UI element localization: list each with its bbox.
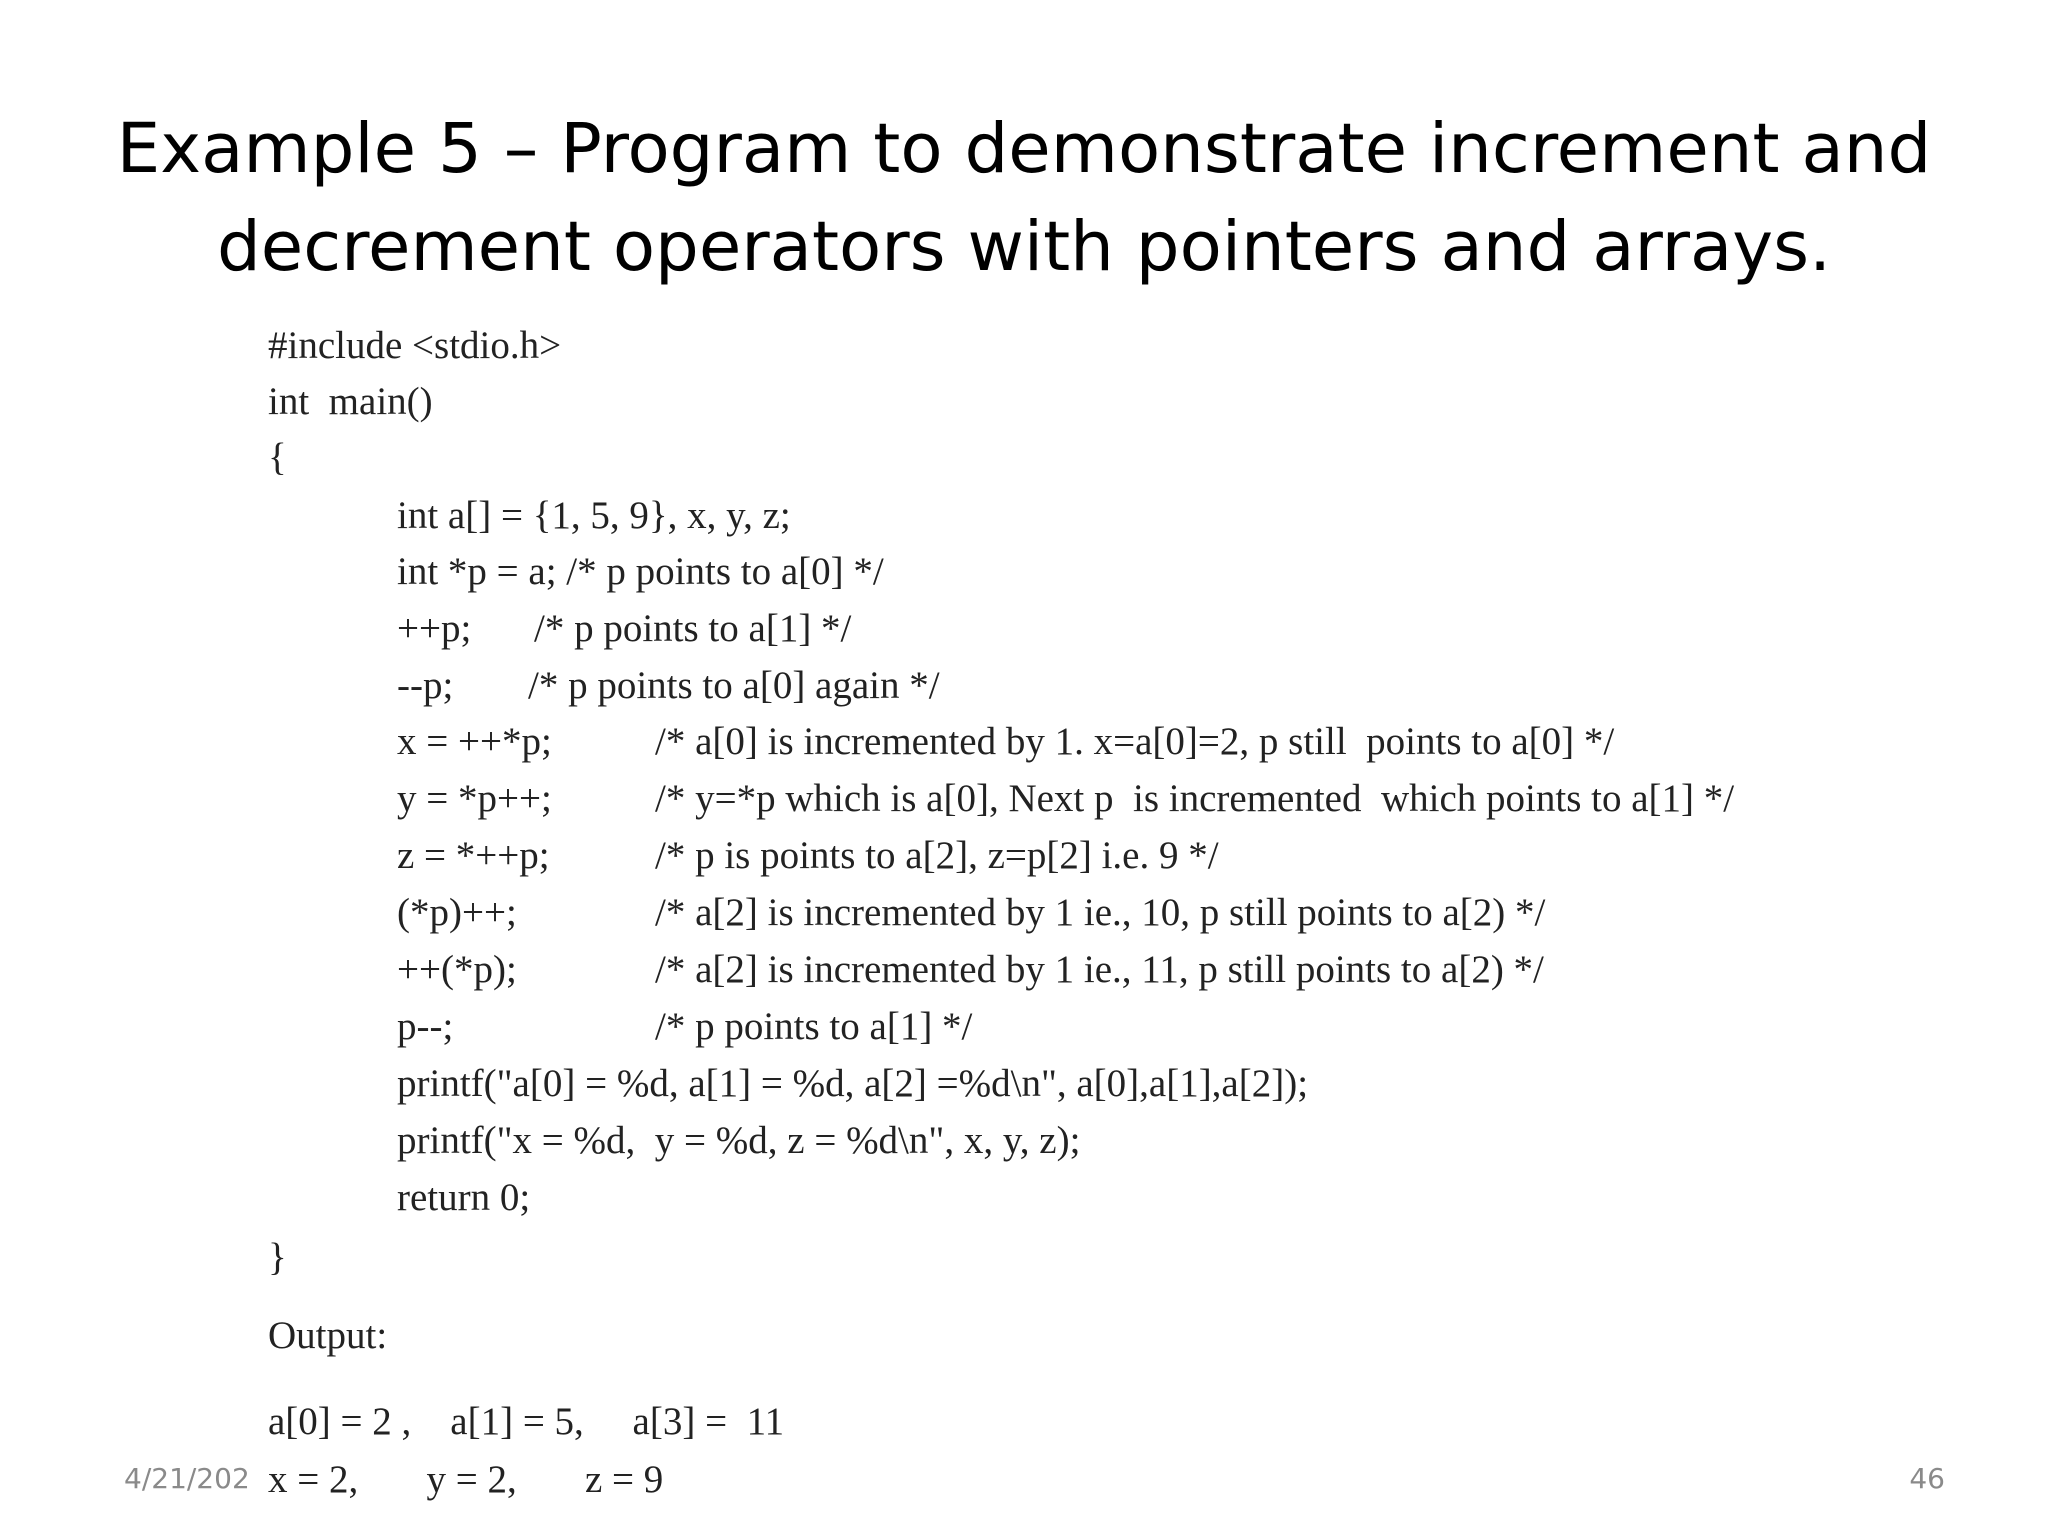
code-comment: /* a[2] is incremented by 1 ie., 11, p still points to a[2) */ bbox=[655, 948, 1544, 991]
code-line bbox=[397, 771, 1735, 827]
code-statement: int main() bbox=[268, 380, 433, 423]
slide-date: 4/21/202 bbox=[124, 1462, 250, 1495]
code-line bbox=[397, 999, 973, 1055]
code-line bbox=[397, 1056, 1309, 1112]
code-comment: /* a[2] is incremented by 1 ie., 10, p still points to a[2) */ bbox=[655, 891, 1546, 934]
code-line bbox=[397, 1170, 531, 1226]
code-line bbox=[397, 714, 1615, 770]
slide-title-line-2: decrement operators with pointers and arrays. bbox=[216, 207, 1832, 287]
code-comment: /* y=*p which is a[0], Next p is incremented which points to a[1] */ bbox=[655, 777, 1735, 820]
code-statement: int *p = a; /* p points to a[0] */ bbox=[397, 550, 884, 593]
code-statement: printf("x = %d, y = %d, z = %d\n", x, y, z); bbox=[397, 1119, 1081, 1162]
code-statement: } bbox=[268, 1236, 287, 1279]
code-comment: /* p points to a[1] */ bbox=[655, 1005, 973, 1048]
code-statement: ++(*p); bbox=[397, 948, 517, 991]
output-line: a[0] = 2 , a[1] = 5, a[3] = 11 bbox=[268, 1400, 785, 1443]
code-statement: printf("a[0] = %d, a[1] = %d, a[2] =%d\n", a[0],a[1],a[2]); bbox=[397, 1062, 1309, 1105]
code-comment: /* a[0] is incremented by 1. x=a[0]=2, p still points to a[0] */ bbox=[655, 720, 1615, 763]
code-line bbox=[397, 544, 884, 600]
code-line bbox=[268, 430, 307, 486]
code-statement: p--; bbox=[397, 1005, 454, 1048]
code-line bbox=[268, 374, 433, 430]
code-statement: #include <stdio.h> bbox=[268, 324, 562, 367]
code-line bbox=[397, 601, 852, 657]
code-statement: x = ++*p; bbox=[397, 720, 552, 763]
code-line bbox=[268, 1230, 307, 1286]
code-statement: z = *++p; bbox=[397, 834, 550, 877]
code-line bbox=[268, 318, 562, 374]
code-comment: /* p points to a[0] again */ bbox=[528, 664, 940, 707]
code-line bbox=[397, 488, 791, 544]
code-line bbox=[397, 658, 940, 714]
slide-title bbox=[0, 100, 2048, 296]
code-listing bbox=[262, 318, 1862, 1536]
code-statement: --p; bbox=[397, 664, 454, 707]
code-line bbox=[397, 1113, 1081, 1169]
code-statement: y = *p++; bbox=[397, 777, 552, 820]
slide-title-line-1: Example 5 – Program to demonstrate increment and bbox=[116, 109, 1932, 189]
code-comment: /* p points to a[1] */ bbox=[534, 607, 852, 650]
code-statement: (*p)++; bbox=[397, 891, 517, 934]
code-line bbox=[397, 885, 1546, 941]
code-statement: int a[] = {1, 5, 9}, x, y, z; bbox=[397, 494, 791, 537]
code-statement: ++p; bbox=[397, 607, 472, 650]
slide-page-number: 46 bbox=[1909, 1462, 1945, 1495]
code-statement: return 0; bbox=[397, 1176, 531, 1219]
output-label: Output: bbox=[268, 1314, 388, 1357]
code-statement: { bbox=[268, 436, 287, 479]
code-line bbox=[397, 828, 1219, 884]
code-comment: /* p is points to a[2], z=p[2] i.e. 9 */ bbox=[655, 834, 1219, 877]
output-line: x = 2, y = 2, z = 9 bbox=[268, 1458, 664, 1501]
code-line bbox=[397, 942, 1544, 998]
